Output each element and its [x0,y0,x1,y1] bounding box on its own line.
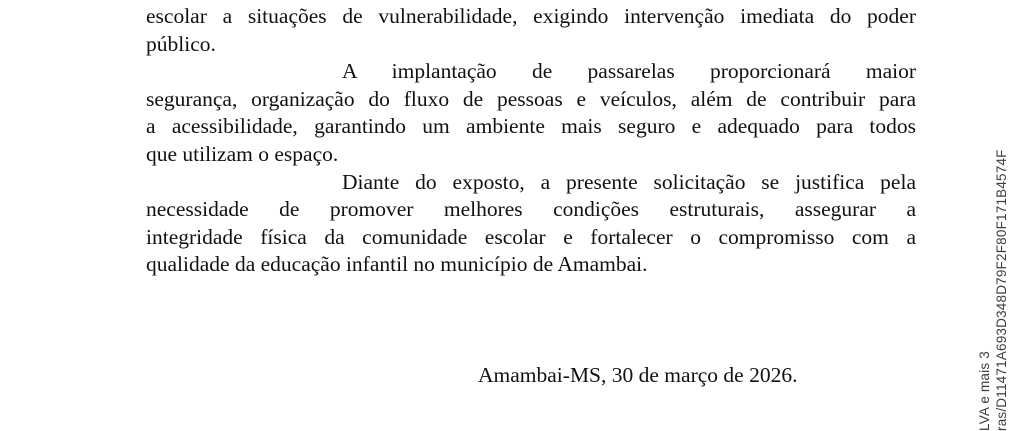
date-line: Amambai-MS, 30 de março de 2026. [478,363,798,387]
paragraph-vulnerabilidade [146,3,916,58]
signature-sidebar [976,141,1012,431]
text-line: A implantação de passarelas proporcionará maior [342,59,916,84]
text-line: escolar a situações de vulnerabilidade, exigindo intervenção imediata do poder [146,4,916,28]
verification-code: ras/D11471A693D348D79F2F80F171B4574F [994,149,1009,431]
document-body [146,3,916,279]
signers-label: LVA e mais 3 [977,351,992,431]
text-line: Diante do exposto, a presente solicitação se justifica pela [342,169,916,194]
text-line: integridade física da comunidade escolar e fortalecer o compromisso com a [146,224,916,249]
paragraph-justificativa [146,169,916,279]
paragraph-implantacao [146,58,916,168]
text-line: a acessibilidade, garantindo um ambiente mais seguro e adequado para todos [146,114,916,139]
text-line: qualidade da educação infantil no município de Amambai. [146,252,648,277]
text-line: segurança, organização do fluxo de pessoas e veículos, além de contribuir para [146,86,916,111]
text-line: público. [146,31,216,56]
text-line: necessidade de promover melhores condições estruturais, assegurar a [146,197,916,222]
text-line: que utilizam o espaço. [146,141,339,166]
